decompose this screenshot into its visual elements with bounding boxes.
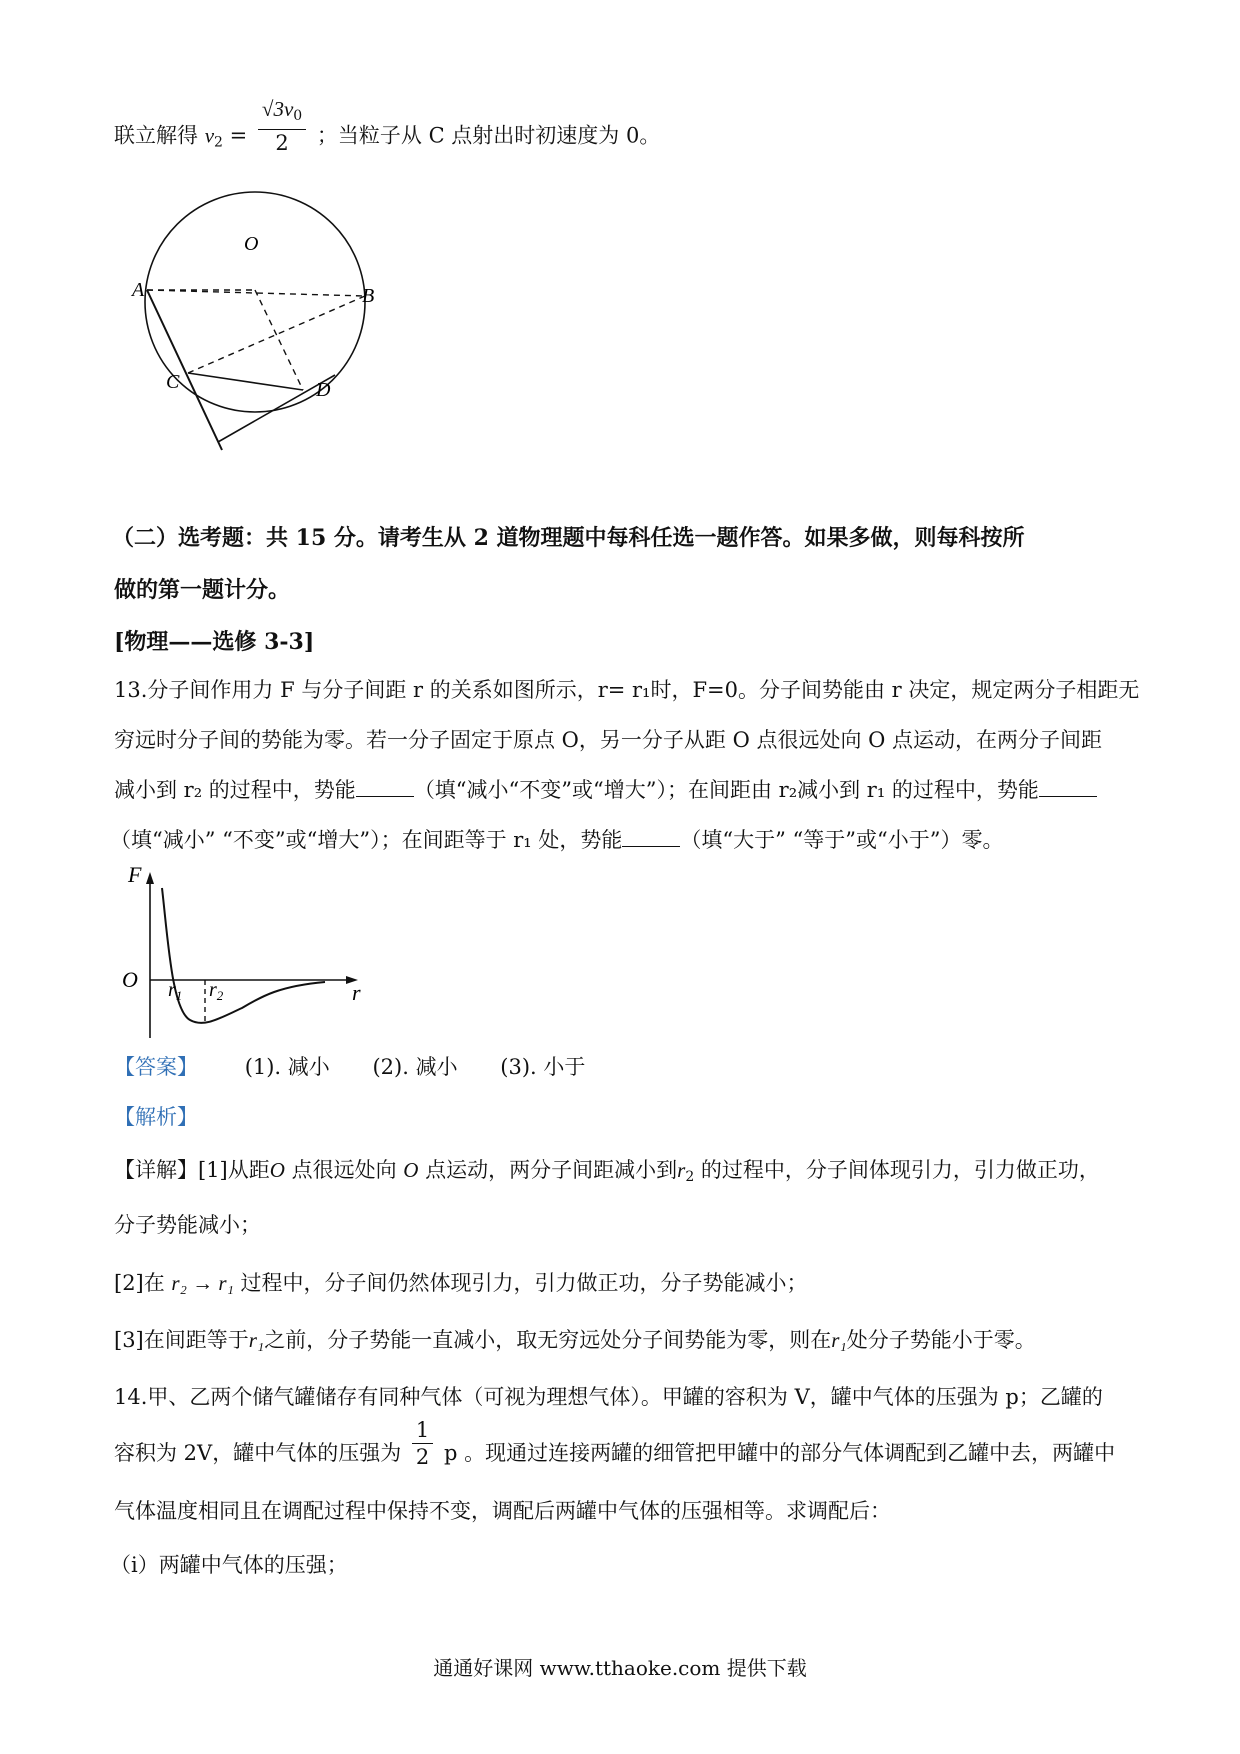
- graph-label-f: F: [128, 862, 142, 887]
- top-eq: =: [229, 123, 248, 148]
- analysis-tag: 【解析】: [114, 1105, 198, 1129]
- graph-label-r: r: [352, 980, 361, 1005]
- q13-line-4a: （填“减小” “不变”或“增大”）；在间距等于 r₁ 处，势能: [110, 828, 623, 852]
- answer-2: (2). 减小: [372, 1055, 458, 1079]
- detail-line-3: [114, 1325, 1036, 1355]
- q14-line-2a: 容积为 2V，罐中气体的压强为: [114, 1441, 402, 1465]
- top-prefix: 联立解得: [114, 123, 198, 148]
- q13-line-3: [114, 775, 1097, 805]
- graph-label-r1: $r_1$: [168, 979, 183, 1003]
- q14-fraction: [412, 1417, 433, 1470]
- detail-p1d: O: [403, 1158, 419, 1182]
- detail-p1c: 点很远处向: [284, 1158, 404, 1182]
- answer-1: (1). 减小: [244, 1055, 330, 1079]
- answer-line: [114, 1052, 585, 1082]
- top-suffix: ；当粒子从 C 点射出时初速度为 0。: [316, 123, 661, 148]
- q14-line-4: （i）两罐中气体的压强；: [110, 1553, 348, 1577]
- detail-p2a: [2]在: [114, 1271, 172, 1295]
- label-a: A: [132, 279, 145, 301]
- top-formula-line: [114, 97, 661, 158]
- answer-blank-1: [356, 778, 414, 797]
- section-module: [物理——选修 3-3]: [114, 629, 315, 655]
- top-fraction: [258, 96, 306, 156]
- label-c: C: [166, 371, 180, 393]
- top-frac-num-sub: 0: [293, 108, 303, 124]
- detail-p1g: 的过程中，分子间体现引力，引力做正功，: [694, 1158, 1100, 1182]
- top-var-sub: 2: [214, 134, 223, 151]
- f-axis-arrow: [146, 872, 154, 884]
- label-d: D: [316, 379, 331, 401]
- force-graph: [120, 860, 380, 1050]
- detail-p2b: r₂ → r₁: [171, 1271, 234, 1295]
- q13-line-1: 13.分子间作用力 F 与分子间距 r 的关系如图所示，r= r₁时，F=0。分子间势能由 r 决定，规定两分子相距无: [114, 678, 1140, 702]
- detail-p3e: 处分子势能小于零。: [846, 1328, 1036, 1352]
- q14-line-3: 气体温度相同且在调配过程中保持不变，调配后两罐中气体的压强相等。求调配后：: [114, 1499, 891, 1523]
- section-line-2: 做的第一题计分。: [114, 577, 291, 603]
- line-a-c-extended: [147, 290, 222, 450]
- detail-p3c: 之前，分子势能一直减小，取无穷远处分子间势能为零，则在: [264, 1328, 832, 1352]
- detail-p2c: 过程中，分子间仍然体现引力，引力做正功，分子势能减小；: [233, 1271, 808, 1295]
- q14-frac-num: 1: [412, 1417, 433, 1444]
- detail-p3b: r₁: [248, 1328, 265, 1352]
- q13-line-2: 穷远时分子间的势能为零。若一分子固定于原点 O，另一分子从距 O 点很远处向 O 点运动，在两分子间距: [114, 728, 1103, 752]
- detail-p3d: r₁: [831, 1328, 847, 1352]
- q14-line-1: 14.甲、乙两个储气罐储存有同种气体（可视为理想气体）。甲罐的容积为 V，罐中气体的压强为 p；乙罐的: [114, 1385, 1103, 1409]
- page-footer: 通通好课网 www.tthaoke.com 提供下载: [433, 1656, 807, 1680]
- q14-line-2b: p 。现通过连接两罐的细管把甲罐中的部分气体调配到乙罐中去，两罐中: [443, 1441, 1116, 1465]
- detail-line-2: [114, 1268, 808, 1298]
- detail-p1e: 点运动，两分子间距减小到: [418, 1158, 678, 1182]
- top-frac-den: 2: [275, 131, 289, 155]
- answer-blank-2: [1039, 778, 1097, 797]
- q13-line-3a: 减小到 r₂ 的过程中，势能: [114, 778, 356, 802]
- line-c-d: [188, 373, 303, 390]
- top-var: v: [204, 123, 215, 148]
- detail-line-1b: 分子势能减小；: [114, 1213, 261, 1237]
- detail-tag: 【详解】: [114, 1158, 198, 1182]
- detail-line-1: [114, 1155, 1100, 1192]
- q13-line-4: [110, 825, 1004, 855]
- top-frac-num: √3v: [261, 97, 294, 121]
- graph-label-o: O: [122, 967, 138, 992]
- q14-line-2: [114, 1418, 1116, 1470]
- q14-frac-den: 2: [415, 1445, 430, 1469]
- answer-tag: 【答案】: [114, 1055, 198, 1079]
- detail-p1f-sub: 2: [685, 1169, 695, 1185]
- label-o: O: [244, 233, 259, 255]
- section-line-1: （二）选考题：共 15 分。请考生从 2 道物理题中每科任选一题作答。如果多做，则每科按所: [112, 525, 1025, 551]
- detail-p3a: [3]在间距等于: [114, 1328, 249, 1352]
- answer-blank-3: [622, 828, 680, 847]
- graph-label-r2: $r_2$: [209, 979, 224, 1003]
- detail-p1b: O: [269, 1158, 285, 1182]
- detail-p1f: r: [677, 1158, 686, 1182]
- answer-3: (3). 小于: [500, 1055, 586, 1079]
- force-curve: [162, 888, 325, 1023]
- q13-line-4b: （填“大于” “等于”或“小于”）零。: [680, 828, 1004, 852]
- label-b: B: [362, 285, 375, 307]
- circle-figure: [132, 190, 440, 520]
- detail-p1a: [1]从距: [198, 1158, 270, 1182]
- q13-line-3b: （填“减小“不变”或“增大”）；在间距由 r₂减小到 r₁ 的过程中，势能: [413, 778, 1039, 802]
